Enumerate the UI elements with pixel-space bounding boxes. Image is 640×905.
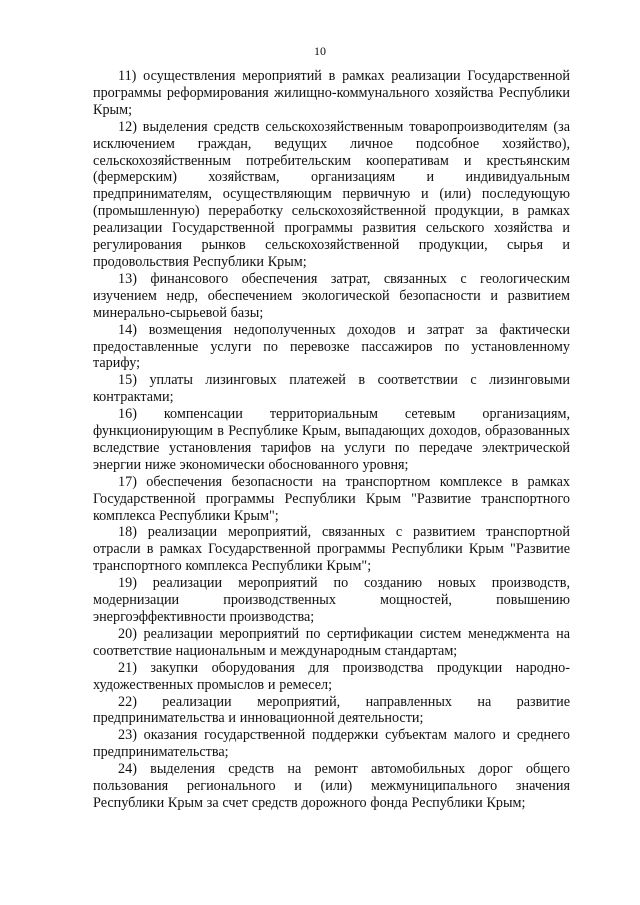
list-item-11: 11) осуществления мероприятий в рамках реализации Государственной программы реформирования жилищно-коммунального хозяйства Республики Крым; xyxy=(93,68,570,118)
list-item-16: 16) компенсации территориальным сетевым организациям, функционирующим в Республике Крым, выпадающих доходов, образованных вследствие установления тарифов на услуги по передаче электрической энергии ниже экономически обоснованного уровня; xyxy=(93,406,570,473)
list-item-21: 21) закупки оборудования для производства продукции народно-художественных промыслов и ремесел; xyxy=(93,659,570,693)
list-item-17: 17) обеспечения безопасности на транспортном комплексе в рамках Государственной программы Республики Крым "Развитие транспортного комплекса Республики Крым"; xyxy=(93,473,570,524)
list-item-12: 12) выделения средств сельскохозяйственным товаропроизводителям (за исключением граждан, ведущих личное подсобное хозяйство), сельскохозяйственным потребительским кооперативам и крестьянским (фермерским) хозяйствам, организациям и индивидуальным предпринимателям, осуществляющим первичную и (или) последующую (промышленную) переработку сельскохозяйственной продукции, в рамках реализации Государственной программы развития сельского хозяйства и регулирования рынков сельскохозяйственной продукции, сырья и продовольствия Республики Крым; xyxy=(93,118,570,270)
list-item-13: 13) финансового обеспечения затрат, связанных с геологическим изучением недр, обеспечением экологической безопасности и развитием минерально-сырьевой базы; xyxy=(93,270,570,321)
list-item-14: 14) возмещения недополученных доходов и затрат за фактически предоставленные услуги по перевозке пассажиров по установленному тарифу; xyxy=(93,321,570,372)
list-item-22: 22) реализации мероприятий, направленных на развитие предпринимательства и инновационной деятельности; xyxy=(93,693,570,727)
document-body xyxy=(93,68,570,812)
list-item-15: 15) уплаты лизинговых платежей в соответствии с лизинговыми контрактами; xyxy=(93,372,570,406)
page-number: 10 xyxy=(314,44,326,58)
list-item-24: 24) выделения средств на ремонт автомобильных дорог общего пользования регионального и (или) межмуниципального значения Республики Крым за счет средств дорожного фонда Республики Крым; xyxy=(93,761,570,811)
list-item-19: 19) реализации мероприятий по созданию новых производств, модернизации производственных мощностей, повышению энергоэффективности производства; xyxy=(93,575,570,625)
list-item-23: 23) оказания государственной поддержки субъектам малого и среднего предпринимательства; xyxy=(93,727,570,761)
list-item-18: 18) реализации мероприятий, связанных с развитием транспортной отрасли в рамках Государственной программы Республики Крым "Развитие транспортного комплекса Республики Крым"; xyxy=(93,524,570,575)
list-item-20: 20) реализации мероприятий по сертификации систем менеджмента на соответствие национальным и международным стандартам; xyxy=(93,625,570,659)
